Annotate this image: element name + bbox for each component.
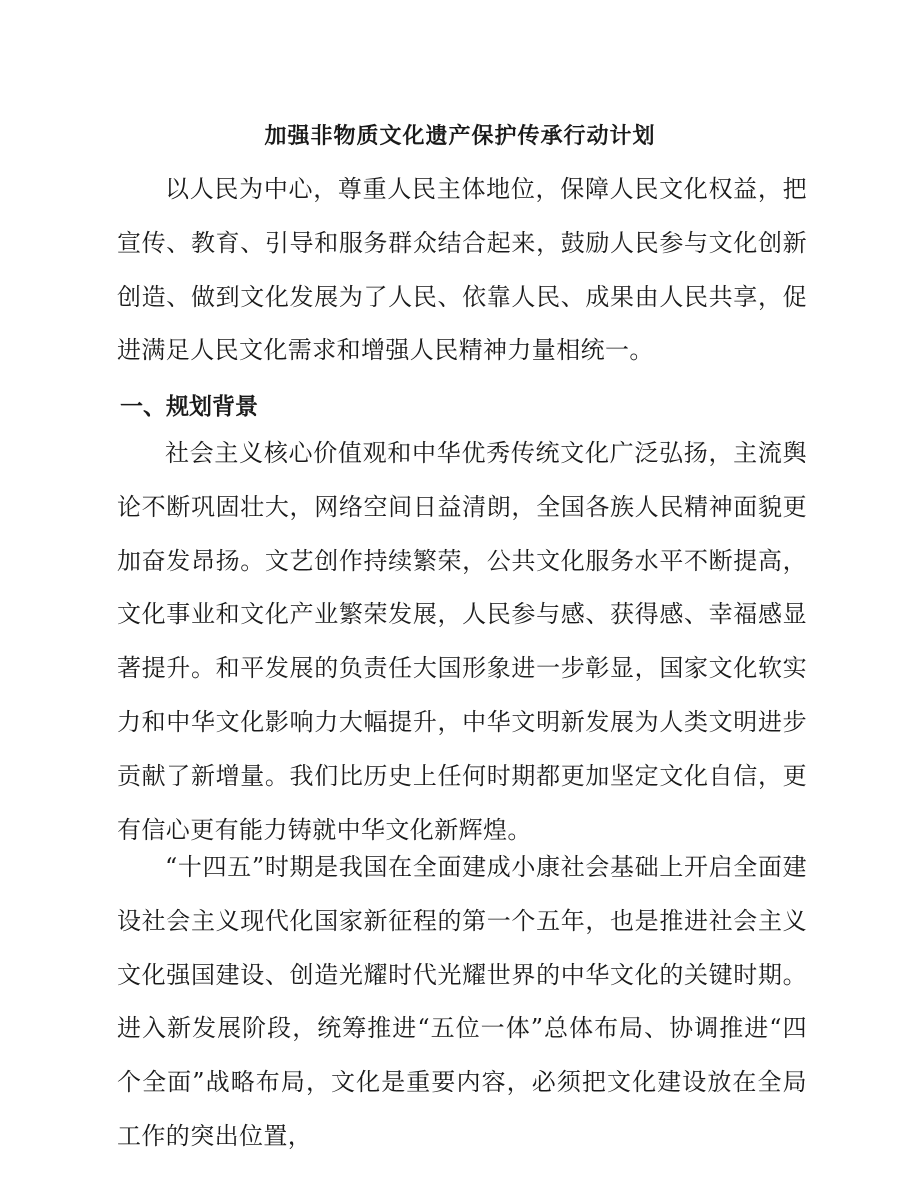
body-paragraph-2: “十四五”时期是我国在全面建成小康社会基础上开启全面建设社会主义现代化国家新征程的第一个五年，也是推进社会主义文化强国建设、创造光耀时代光耀世界的中华文化的关键时期。进入新发展阶段，统筹推进“五位一体”总体布局、协调推进“四个全面”战略布局，文化是重要内容，必须把文化建设放在全局工作的突出位置，	[117, 853, 807, 1150]
intro-paragraph: 以人民为中心，尊重人民主体地位，保障人民文化权益，把宣传、教育、引导和服务群众结合起来，鼓励人民参与文化创新创造、做到文化发展为了人民、依靠人民、成果由人民共享，促进满足人民文化需求和增强人民精神力量相统一。	[117, 175, 807, 365]
section-heading-background: 一、规划背景	[120, 393, 258, 420]
body-paragraph-1: 社会主义核心价值观和中华优秀传统文化广泛弘扬，主流舆论不断巩固壮大，网络空间日益清朗，全国各族人民精神面貌更加奋发昂扬。文艺创作持续繁荣，公共文化服务水平不断提高，文化事业和文化产业繁荣发展，人民参与感、获得感、幸福感显著提升。和平发展的负责任大国形象进一步彰显，国家文化软实力和中华文化影响力大幅提升，中华文明新发展为人类文明进步贡献了新增量。我们比历史上任何时期都更加坚定文化自信，更有信心更有能力铸就中华文化新辉煌。	[117, 439, 807, 844]
document-title: 加强非物质文化遗产保护传承行动计划	[264, 123, 656, 149]
